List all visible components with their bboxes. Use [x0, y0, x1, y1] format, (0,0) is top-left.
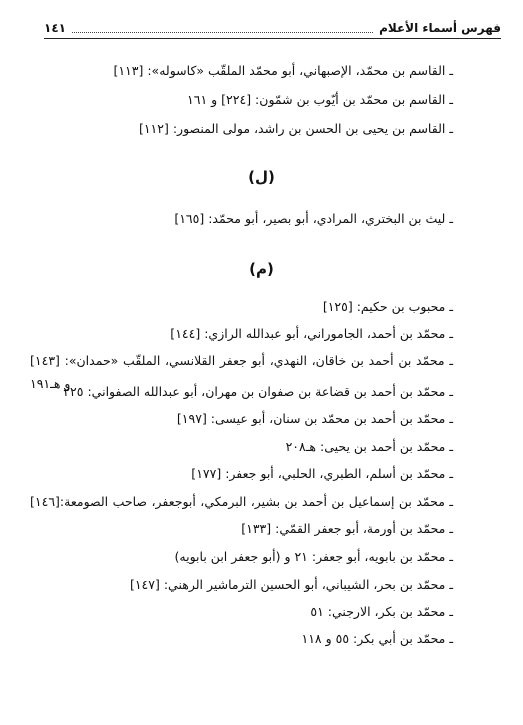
index-entry: ـ القاسم بن يحيى بن الحسن بن راشد، مولى المنصور: [١١٢] [138, 121, 453, 136]
index-entry: ـ محمّد بن أورمة، أبو جعفر القمّي: [١٣٣] [241, 521, 453, 536]
running-header [44, 18, 501, 39]
index-entry: ـ محمّد بن أسلم، الطبري، الحلبي، أبو جعفر: [١٧٧] [191, 466, 453, 481]
index-entry: ـ محبوب بن حكيم: [١٢٥] [322, 299, 453, 314]
index-entry: ـ محمّد بن أحمد بن يحيى: هـ٢٠٨ [285, 439, 453, 454]
index-entry: ـ محمّد بن أبي بكر: ٥٥ و ١١٨ [301, 631, 453, 646]
index-entry: ـ محمّد بن إسماعيل بن أحمد بن بشير، البرمكي، أبوجعفر، صاحب الصومعة:[١٤٦] [30, 494, 453, 509]
index-entry: ـ محمّد بن أحمد بن خاقان، النهدي، أبو جعفر القلانسي، الملقّب «حمدان»: [١٤٣] [30, 353, 453, 368]
page-number: ١٤١ [44, 21, 66, 35]
header-title: فهرس أسماء الأعلام [379, 21, 501, 35]
index-entry: ـ محمّد بن أحمد، الجاموراني، أبو عبدالله الرازي: [١٤٤] [170, 326, 453, 341]
index-entry: ـ محمّد بن بابويه، أبو جعفر: ٢١ و (أبو جعفر ابن بابويه) [174, 549, 453, 564]
index-entry: ـ القاسم بن محمّد بن أيّوب بن شمّون: [٢٢٤] و ١٦١ [187, 92, 453, 107]
index-entry: ـ ليث بن البختري، المرادي، أبو بصير، أبو محمّد: [١٦٥] [174, 211, 453, 226]
section-heading-lam: (ل) [248, 168, 275, 186]
index-entry: ـ القاسم بن محمّد، الإصبهاني، أبو محمّد الملقّب «كاسوله»: [١١٣] [113, 63, 453, 78]
index-entry: ـ محمّد بن بكر، الارجني: ٥١ [310, 604, 453, 619]
index-entry: ـ محمّد بن أحمد بن قضاعة بن صفوان بن مهران، أبو عبدالله الصفواني: ٢٢٥ [63, 384, 453, 399]
index-entry: ـ محمّد بن أحمد بن محمّد بن سنان، أبو عيسى: [١٩٧] [176, 411, 453, 426]
index-entry-continuation: و هـ١٩١ [30, 376, 71, 391]
index-entry: ـ محمّد بن بحر، الشيباني، أبو الحسين الترماشير الرهني: [١٤٧] [129, 577, 453, 592]
header-leader-dots [72, 24, 373, 33]
section-heading-mim: (م) [249, 260, 274, 278]
